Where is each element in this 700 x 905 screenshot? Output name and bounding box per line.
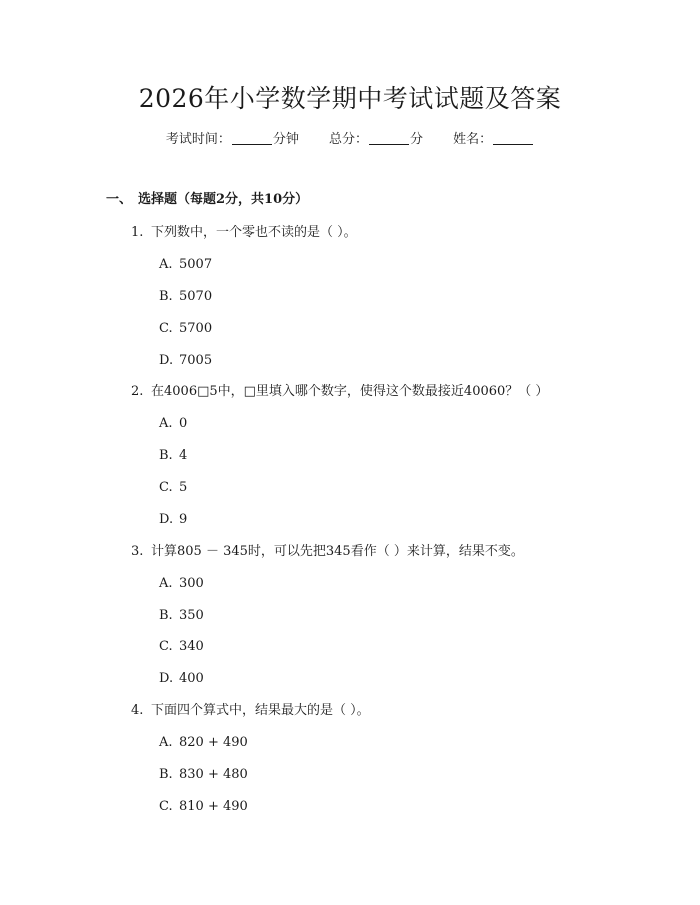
option-label: C.	[159, 799, 173, 814]
option-1d	[159, 351, 212, 371]
option-label: A.	[159, 257, 173, 272]
option-text: 820 + 490	[179, 735, 248, 750]
option-text: 0	[179, 416, 188, 431]
student-name-field	[453, 130, 534, 150]
student-name-blank	[493, 130, 533, 145]
option-label: B.	[159, 448, 173, 463]
option-text: 9	[179, 512, 188, 527]
option-text: 810 + 490	[179, 799, 248, 814]
option-text: 5	[179, 480, 188, 495]
option-text: 4	[179, 448, 188, 463]
option-label: B.	[159, 289, 173, 304]
option-label: B.	[159, 608, 173, 623]
option-text: 5070	[179, 289, 213, 304]
option-label: C.	[159, 639, 173, 654]
page-title: 2026年小学数学期中考试试题及答案	[138, 84, 562, 113]
option-text: 5007	[179, 257, 213, 272]
question-1	[131, 223, 357, 243]
option-1c	[159, 319, 212, 339]
exam-time-blank	[232, 130, 272, 145]
option-label: A.	[159, 576, 173, 591]
question-number: 1.	[131, 225, 144, 240]
option-1a	[159, 255, 212, 275]
option-1b	[159, 287, 212, 307]
question-number: 3.	[131, 544, 144, 559]
option-4b	[159, 765, 248, 785]
question-text: 下列数中，一个零也不读的是（ ）。	[151, 225, 357, 240]
option-label: A.	[159, 735, 173, 750]
option-3d	[159, 669, 204, 689]
student-name-label: 姓名：	[453, 132, 493, 147]
option-text: 7005	[179, 353, 213, 368]
question-2	[131, 382, 548, 402]
question-text: 在4006□5中，□里填入哪个数字，使得这个数最接近40060？（ ）	[151, 384, 549, 399]
option-4c	[159, 797, 248, 817]
question-number: 2.	[131, 384, 144, 399]
option-4a	[159, 733, 248, 753]
section-heading-choice	[106, 190, 308, 210]
option-label: B.	[159, 767, 173, 782]
option-2b	[159, 446, 187, 466]
option-3b	[159, 606, 204, 626]
option-label: A.	[159, 416, 173, 431]
total-score-blank	[369, 130, 409, 145]
option-label: C.	[159, 321, 173, 336]
question-text: 计算805 － 345时，可以先把345看作（ ）来计算，结果不变。	[151, 544, 524, 559]
question-4	[131, 701, 370, 721]
option-label: C.	[159, 480, 173, 495]
exam-time-label: 考试时间：	[165, 132, 231, 147]
option-text: 5700	[179, 321, 213, 336]
exam-time-unit: 分钟	[272, 132, 299, 147]
option-text: 300	[179, 576, 204, 591]
section-number: 一、	[106, 192, 133, 207]
total-score-field	[329, 130, 423, 150]
section-title: 选择题（每题2分，共10分）	[138, 192, 309, 207]
option-3a	[159, 574, 204, 594]
question-text: 下面四个算式中，结果最大的是（ ）。	[151, 703, 370, 718]
option-2d	[159, 510, 187, 530]
option-text: 340	[179, 639, 204, 654]
option-2a	[159, 414, 187, 434]
question-number: 4.	[131, 703, 144, 718]
option-text: 400	[179, 671, 204, 686]
option-text: 830 + 480	[179, 767, 248, 782]
total-score-label: 总分：	[328, 132, 368, 147]
option-3c	[159, 637, 204, 657]
option-label: D.	[159, 353, 174, 368]
option-label: D.	[159, 512, 174, 527]
question-3	[131, 542, 524, 562]
option-2c	[159, 478, 187, 498]
option-label: D.	[159, 671, 174, 686]
exam-meta	[0, 130, 700, 150]
exam-time-field	[166, 130, 299, 150]
option-text: 350	[179, 608, 204, 623]
total-score-unit: 分	[410, 132, 424, 147]
